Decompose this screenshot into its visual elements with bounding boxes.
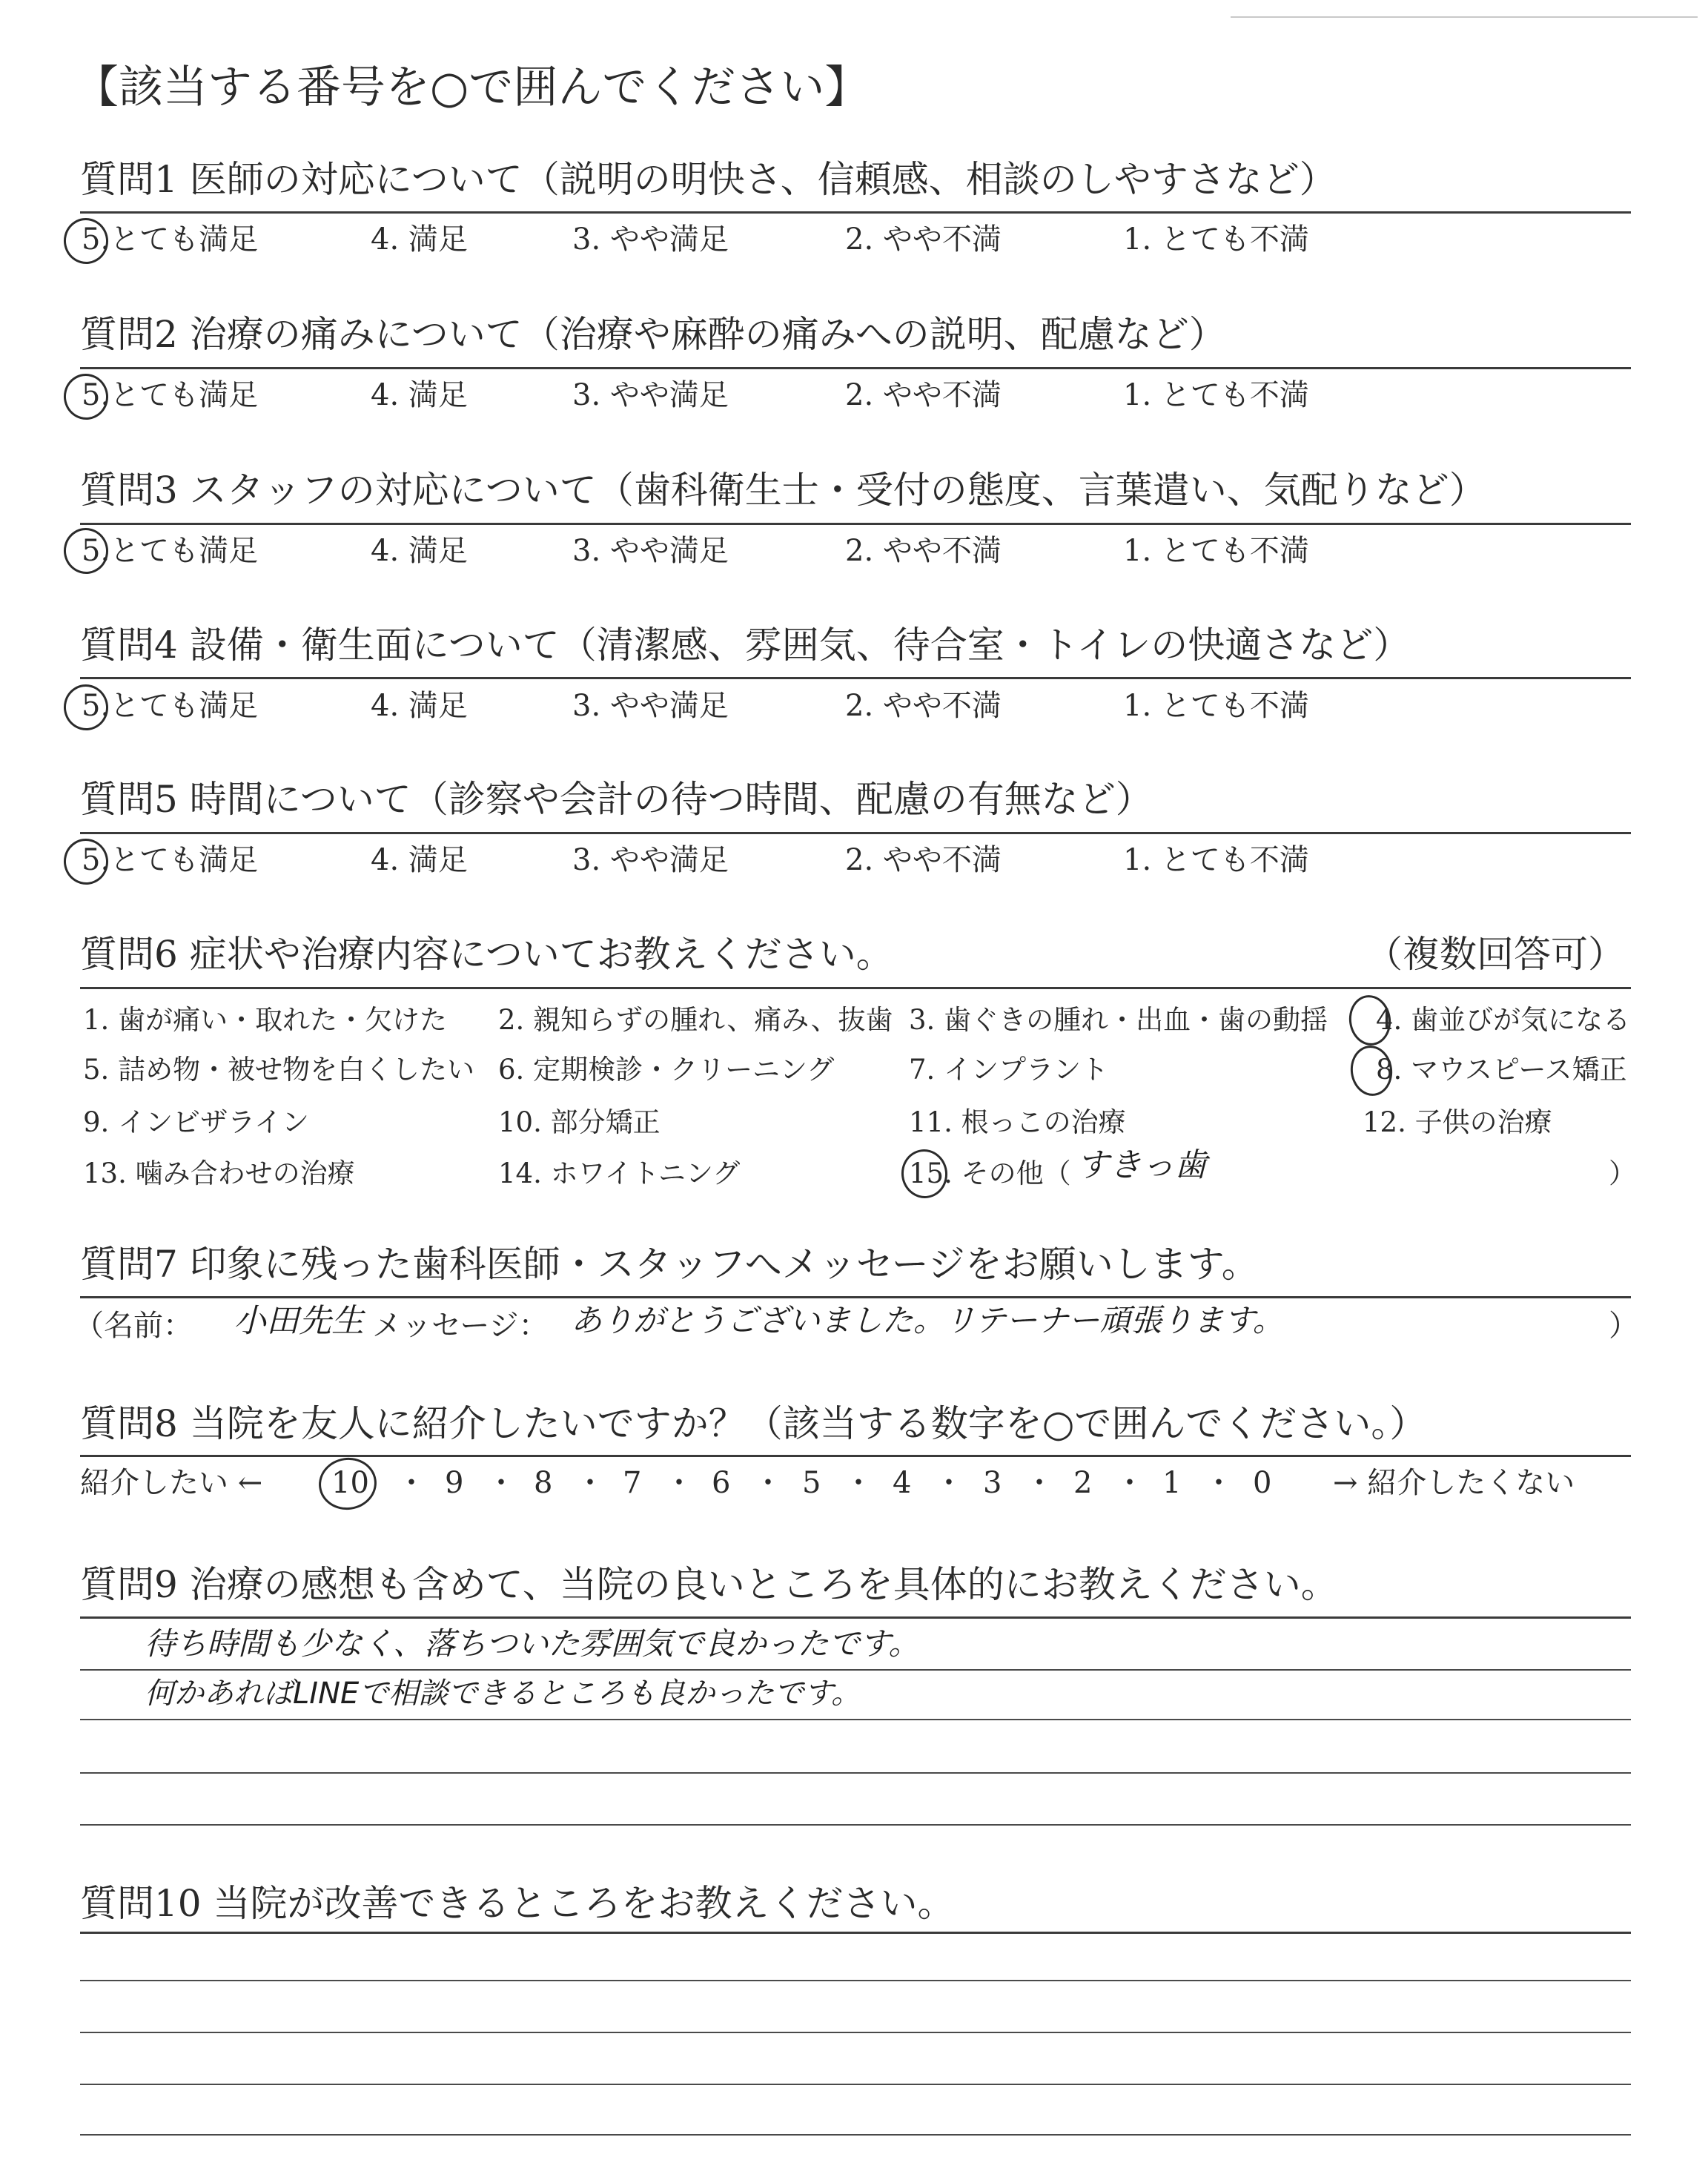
q8-dot: ・ [575, 1466, 605, 1500]
q9-rule-1 [80, 1669, 1631, 1671]
q4-option-2[interactable]: 2. やや不満 [845, 689, 1002, 723]
q8-scale-9[interactable]: 9 [445, 1466, 464, 1500]
q3-option-2[interactable]: 2. やや不満 [845, 534, 1002, 568]
q9-rule-3 [80, 1772, 1631, 1774]
q10-rule-3 [80, 2084, 1631, 2085]
q1-option-4[interactable]: 4. 満足 [371, 222, 468, 257]
q5-option-5[interactable]: 5.とても満足 [82, 843, 259, 877]
q1-option-3[interactable]: 3. やや満足 [572, 222, 729, 257]
q8-left-label: 紹介したい ← [80, 1466, 263, 1500]
q4-title: 質問4 設備・衛生面について（清潔感、雰囲気、待合室・トイレの快適さなど） [80, 624, 1411, 667]
q6-option-10[interactable]: 10. 部分矯正 [498, 1106, 661, 1138]
q3-rule [80, 523, 1631, 525]
q8-title: 質問8 当院を友人に紹介したいですか？（該当する数字を○で囲んでください。） [80, 1402, 1427, 1445]
q6-option-3[interactable]: 3. 歯ぐきの腫れ・出血・歯の動揺 [909, 1004, 1328, 1036]
q7-name-label: （名前： [74, 1309, 193, 1343]
q8-scale-10[interactable]: 10 [331, 1466, 369, 1500]
q9-rule-4 [80, 1824, 1631, 1826]
q8-scale-7[interactable]: 7 [623, 1466, 642, 1500]
q3-selected-circle [61, 525, 111, 577]
q6-other-close-paren: ） [1609, 1157, 1636, 1189]
q9-title: 質問9 治療の感想も含めて、当院の良いところを具体的にお教えください。 [80, 1563, 1338, 1606]
q4-option-5[interactable]: 5.とても満足 [82, 689, 259, 723]
q6-other-handwritten: すきっ歯 [1076, 1146, 1207, 1184]
q6-option-14[interactable]: 14. ホワイトニング [498, 1157, 741, 1189]
q6-option-11[interactable]: 11. 根っこの治療 [909, 1106, 1126, 1138]
q6-option-1[interactable]: 1. 歯が痛い・取れた・欠けた [83, 1004, 448, 1036]
q8-selected-circle [316, 1454, 380, 1513]
q10-rule-2 [80, 2032, 1631, 2033]
q4-option-4[interactable]: 4. 満足 [371, 689, 468, 723]
q8-right-label: → 紹介したくない [1333, 1466, 1575, 1500]
q4-option-1[interactable]: 1. とても不満 [1123, 689, 1309, 723]
q10-title: 質問10 当院が改善できるところをお教えください。 [80, 1882, 955, 1925]
q8-dot: ・ [1025, 1466, 1054, 1500]
q10-rule-0 [80, 1932, 1631, 1934]
q6-circle-15 [898, 1146, 951, 1201]
q2-option-4[interactable]: 4. 満足 [371, 378, 468, 412]
q6-option-9[interactable]: 9. インビザライン [83, 1106, 309, 1138]
q3-option-5[interactable]: 5.とても満足 [82, 534, 259, 568]
q2-option-2[interactable]: 2. やや不満 [845, 378, 1002, 412]
q8-dot: ・ [486, 1466, 516, 1500]
q8-dot: ・ [664, 1466, 694, 1500]
q8-scale-3[interactable]: 3 [983, 1466, 1002, 1500]
q8-dot: ・ [397, 1466, 426, 1500]
q10-rule-4 [80, 2134, 1631, 2136]
q6-option-12[interactable]: 12. 子供の治療 [1363, 1106, 1552, 1138]
q5-title: 質問5 時間について（診察や会計の待つ時間、配慮の有無など） [80, 778, 1153, 821]
q9-rule-2 [80, 1719, 1631, 1720]
q8-scale-1[interactable]: 1 [1162, 1466, 1182, 1500]
q7-message-handwritten: ありがとうございました。リテーナー頑張ります。 [571, 1302, 1284, 1338]
q4-rule [80, 677, 1631, 679]
q5-option-4[interactable]: 4. 満足 [371, 843, 468, 877]
q8-dot: ・ [753, 1466, 783, 1500]
q2-option-5[interactable]: 5.とても満足 [82, 378, 259, 412]
q10-rule-1 [80, 1980, 1631, 1981]
q9-answer-line-1: 待ち時間も少なく、落ちついた雰囲気で良かったです。 [145, 1625, 920, 1662]
q1-title: 質問1 医師の対応について（説明の明快さ、信頼感、相談のしやすさなど） [80, 158, 1337, 201]
q5-option-2[interactable]: 2. やや不満 [845, 843, 1002, 877]
q7-name-handwritten: 小田先生 [234, 1302, 364, 1340]
q8-dot: ・ [1204, 1466, 1234, 1500]
q8-scale-5[interactable]: 5 [802, 1466, 821, 1500]
q6-circle-8 [1348, 1043, 1396, 1098]
q2-option-1[interactable]: 1. とても不満 [1123, 378, 1309, 412]
q8-scale-0[interactable]: 0 [1253, 1466, 1272, 1500]
q1-option-1[interactable]: 1. とても不満 [1123, 222, 1309, 257]
q6-option-15[interactable]: 15. その他（ [909, 1157, 1071, 1189]
q6-option-8[interactable]: 8. マウスピース矯正 [1376, 1054, 1627, 1086]
q8-scale-4[interactable]: 4 [893, 1466, 912, 1500]
q5-option-3[interactable]: 3. やや満足 [572, 843, 729, 877]
page-title: 【該当する番号を○で囲んでください】 [74, 62, 870, 113]
q6-option-4[interactable]: 4. 歯並びが気になる [1376, 1004, 1631, 1036]
q9-rule-0 [80, 1616, 1631, 1619]
q9-answer-line-2: 何かあればLINEで相談できるところも良かったです。 [145, 1677, 861, 1711]
q1-option-5[interactable]: 5.とても満足 [82, 222, 259, 257]
q5-option-1[interactable]: 1. とても不満 [1123, 843, 1309, 877]
q7-rule [80, 1296, 1631, 1298]
q2-option-3[interactable]: 3. やや満足 [572, 378, 729, 412]
q4-option-3[interactable]: 3. やや満足 [572, 689, 729, 723]
q6-note: （複数回答可） [1366, 933, 1625, 976]
q3-option-1[interactable]: 1. とても不満 [1123, 534, 1309, 568]
q8-dot: ・ [934, 1466, 964, 1500]
q6-option-2[interactable]: 2. 親知らずの腫れ、痛み、抜歯 [498, 1004, 893, 1036]
q6-option-7[interactable]: 7. インプラント [909, 1054, 1109, 1086]
q8-dot: ・ [844, 1466, 873, 1500]
q3-option-4[interactable]: 4. 満足 [371, 534, 468, 568]
q7-message-label: メッセージ： [372, 1309, 549, 1343]
q8-rule [80, 1455, 1631, 1457]
q8-scale-6[interactable]: 6 [712, 1466, 731, 1500]
q5-rule [80, 832, 1631, 834]
q1-rule [80, 211, 1631, 214]
q2-title: 質問2 治療の痛みについて（治療や麻酔の痛みへの説明、配慮など） [80, 313, 1226, 356]
q2-rule [80, 367, 1631, 369]
scan-edge-line [1231, 16, 1698, 18]
q6-circle-4 [1346, 992, 1394, 1048]
q3-option-3[interactable]: 3. やや満足 [572, 534, 729, 568]
q8-scale-2[interactable]: 2 [1073, 1466, 1093, 1500]
q6-rule [80, 987, 1631, 989]
q6-option-6[interactable]: 6. 定期検診・クリーニング [498, 1054, 835, 1086]
q8-scale-8[interactable]: 8 [534, 1466, 553, 1500]
q6-option-13[interactable]: 13. 噛み合わせの治療 [83, 1157, 355, 1189]
q7-close-paren: ） [1609, 1309, 1638, 1343]
q6-title: 質問6 症状や治療内容についてお教えください。 [80, 933, 893, 976]
q3-title: 質問3 スタッフの対応について（歯科衛生士・受付の態度、言葉遣い、気配りなど） [80, 469, 1486, 512]
q6-option-5[interactable]: 5. 詰め物・被せ物を白くしたい [83, 1054, 475, 1086]
q1-option-2[interactable]: 2. やや不満 [845, 222, 1002, 257]
q7-title: 質問7 印象に残った歯科医師・スタッフへメッセージをお願いします。 [80, 1243, 1259, 1286]
q8-dot: ・ [1115, 1466, 1145, 1500]
